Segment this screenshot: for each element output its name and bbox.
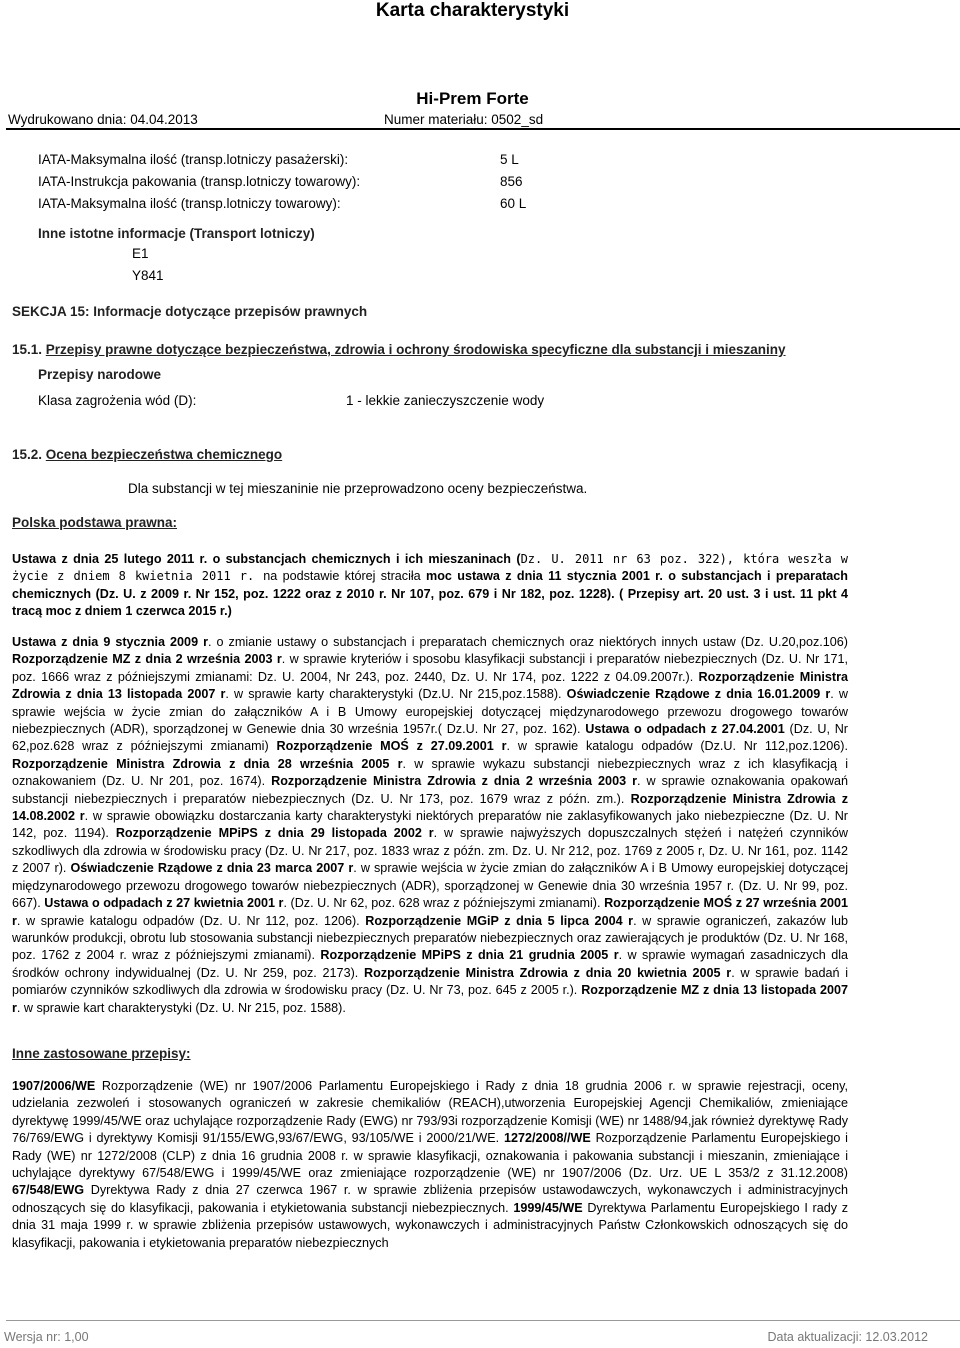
legal-text: . w sprawie ograniczeń, zakazów lub warunków produkcji, obrotu lub stosowania substancji niebezpiecznych preparatów niebezpiecznych oraz zawierających je produktów (Dz. U. Nr 168, poz. 1762 z 2004 r. wraz z późniejszymi zmianami). [12, 913, 848, 963]
legal-reference-bold: Rozporządzenie MOŚ z 27 września 2001 r [12, 896, 848, 928]
national-regulations-heading: Przepisy narodowe [38, 367, 162, 382]
legal-paragraph-3 [12, 1078, 848, 1252]
subsection-15-2 [12, 447, 282, 462]
water-hazard-value: 1 - lekkie zanieczyszczenie wody [346, 393, 545, 408]
legal-reference-bold: 1999/45/WE [513, 1200, 583, 1215]
iata-row-label: IATA-Instrukcja pakowania (transp.lotniczy towarowy): [38, 174, 361, 189]
legal-text: Dyrektywa Parlamentu Europejskiego I rady z dnia 31 maja 1999 r. w sprawie zbliżenia przepisów ustawowych, wykonawczych i administracyjnych Państw Członkowskich odnoszących się do klasyfikacji, pakowania i etykietowania preparatów niebezpiecznych [12, 1200, 848, 1250]
legal-text: . w sprawie karty charakterystyki (Dz.U. Nr 215,poz.1588). [225, 687, 567, 702]
section15-heading: SEKCJA 15: Informacje dotyczące przepisów prawnych [12, 304, 368, 319]
subsection-number: 15.1. [12, 342, 43, 357]
legal-text: . w sprawie obowiązku dostarczania karty charakterystyki niektórych preparatów nie zaklasyfikowanych jako niebezpieczne (Dz. U. Nr 142, poz. 1194). [12, 809, 848, 841]
subsection-number: 15.2. [12, 447, 43, 462]
legal-text: . w sprawie wejścia w życie zmian do załączników A i B Umowy europejskiej dotyczącej międzynarodowego przewozu drogowego towarów niebezpiecznych (ADR), sporządzonej w Genewie dnia 30 września 1957r.( Dz.U. Nr 27, poz. 162). [12, 687, 848, 737]
legal-text: . w sprawie badań i pomiarów czynników szkodliwych dla zdrowia w środowisku pracy (Dz. U. Nr 73, poz. 645 z 2005 r.). [12, 965, 849, 998]
legal-text: Dz. U. 2011 nr 63 poz. 322), która weszła w życie z dniem 8 kwietnia 2011 r. [12, 552, 848, 584]
legal-reference-bold: Rozporządzenie MPiPS z dnia 29 listopada 2002 r [115, 826, 434, 841]
legal-reference-bold: Rozporządzenie Ministra Zdrowia z dnia 20 kwietnia 2005 r [364, 965, 732, 980]
legal-reference-bold: Rozporządzenie Ministra Zdrowia z dnia 2 września 2003 r [271, 774, 637, 789]
legal-reference-bold: moc ustawa z dnia 11 stycznia 2001 r. o substancjach i preparatach chemicznych (Dz. U. z 2009 r. Nr 152, poz. 1222 oraz z 2010 r. Nr 107, poz. 679 i Nr 182, poz. 1228). ( Przepisy art. 20 ust. 3 i ust. 11 pkt 4 tracą moc z dniem 1 czerwca 2015 r.) [12, 569, 848, 619]
legal-text: . w sprawie kart charakterystyki (Dz. U. Nr 215, poz. 1588). [16, 1000, 346, 1015]
air-other-item: E1 [132, 246, 149, 261]
legal-text: . w sprawie wymagań zasadniczych dla środków ochrony indywidualnej (Dz. U. Nr 259, poz. 2173). [12, 948, 848, 980]
legal-reference-bold: Ustawa o odpadach z 27.04.2001 [585, 722, 785, 737]
other-regulations-heading: Inne zastosowane przepisy: [12, 1046, 191, 1061]
legal-paragraph-1 [12, 551, 848, 621]
legal-reference-bold: Rozporządzenie Ministra Zdrowia z 14.08.2002 r [12, 791, 848, 824]
material-number: Numer materiału: 0502_sd [384, 112, 544, 127]
legal-text: Rozporządzenie (WE) nr 1907/2006 Parlamentu Europejskiego i Rady z dnia 18 grudnia 2006 r. w sprawie rejestracji, oceny, udzielania zezwoleń i stosowanych ograniczeń w zakresie chemikaliów (REACH),utworzenia Europejskiej Agencji Chemikaliów, zmieniające dyrektywę 1999/45/WE oraz uchylające rozporządzenie Rady (EWG) nr 793/93i rozporządzenie Komisji (WE) nr 1488/94,jak również dyrektywę Rady 76/769/EWG i dyrektywy Komisji 91/155/EWG,93/67/EWG, 93/105/WE i 2000/21/WE. [12, 1079, 848, 1146]
polish-legal-basis-heading: Polska podstawa prawna: [12, 515, 178, 530]
legal-reference-bold: Oświadczenie Rządowe z dnia 23 marca 2007 r [70, 861, 354, 876]
version-number: Wersja nr: 1,00 [4, 1330, 89, 1344]
printed-date: Wydrukowano dnia: 04.04.2013 [8, 112, 198, 127]
legal-text: . w sprawie katalogu odpadów (Dz.U. Nr 112,poz.1206). [506, 739, 849, 754]
iata-row-value: 60 L [500, 196, 527, 211]
product-name: Hi-Prem Forte [416, 89, 529, 108]
safety-assessment-note: Dla substancji w tej mieszaninie nie przeprowadzono oceny bezpieczeństwa. [128, 481, 588, 496]
legal-reference-bold: Rozporządzenie MZ z dnia 2 września 2003 r [12, 652, 282, 667]
iata-row-value: 856 [500, 174, 523, 189]
header-divider [6, 128, 960, 130]
legal-reference-bold: 1907/2006/WE [12, 1079, 96, 1093]
legal-reference-bold: Rozporządzenie MOŚ z 27.09.2001 r [276, 739, 507, 754]
legal-reference-bold: Rozporządzenie MPiPS z dnia 21 grudnia 2005 r [320, 948, 619, 963]
legal-text: . w sprawie najwyższych dopuszczalnych stężeń i natężeń czynników szkodliwych dla zdrowia w środowisku pracy (Dz. U. Nr 217, poz. 1833 wraz z późn. zm. Dz. U. Nr 212, poz. 1769 z 2005 r, Dz. U. Nr 161, poz. 1142 z 2007 r). [12, 826, 849, 876]
legal-reference-bold: Rozporządzenie Ministra Zdrowia z dnia 28 września 2005 r [12, 756, 403, 771]
legal-reference-bold: 1272/2008//WE [503, 1131, 591, 1146]
water-hazard-label: Klasa zagrożenia wód (D): [38, 393, 197, 408]
subsection-title: Ocena bezpieczeństwa chemicznego [45, 447, 283, 462]
document-title: Karta charakterystyki [375, 0, 570, 21]
legal-reference-bold: Ustawa z dnia 9 stycznia 2009 r [12, 635, 208, 649]
legal-reference-bold: Rozporządzenie MZ z dnia 13 listopada 2007 r [12, 983, 849, 1015]
legal-reference-bold: 67/548/EWG [12, 1183, 85, 1198]
legal-reference-bold: Ustawa o odpadach z 27 kwietnia 2001 r [44, 896, 284, 911]
legal-text: . w sprawie oznakowania opakowań substancji niebezpiecznych i preparatów niebezpiecznych (Dz. U. Nr 173, poz. 1679 wraz z późn. zm.). [12, 774, 848, 806]
legal-text: . w sprawie wykazu substancji niebezpiecznych wraz z ich klasyfikacją i oznakowaniem (Dz. U. Nr 201, poz. 1674). [12, 756, 848, 789]
legal-paragraph-2 [12, 634, 848, 1017]
legal-text: na podstawie której straciła [263, 569, 427, 584]
legal-text: . w sprawie katalogu odpadów (Dz. U. Nr 112, poz. 1206). [16, 913, 366, 928]
air-other-item: Y841 [132, 268, 164, 283]
iata-row-label: IATA-Maksymalna ilość (transp.lotniczy pasażerski): [38, 152, 349, 167]
legal-reference-bold: Rozporządzenie Ministra Zdrowia z dnia 13 listopada 2007 r [12, 669, 848, 702]
legal-text: . (Dz. U. Nr 62, poz. 628 wraz z późniejszymi zmianami). [283, 896, 605, 911]
legal-reference-bold: Rozporządzenie MGiP z dnia 5 lipca 2004 r [365, 913, 634, 928]
legal-text: . w sprawie wejścia w życie zmian do załączników A i B Umowy europejskiej dotyczącej międzynarodowego przewozu drogowego towarów niebezpiecznych (ADR), sporządzonej w Genewie dnia 30 września 1957 r. (Dz. U. Nr 99, poz. 667). [12, 861, 848, 911]
legal-text: . w sprawie kryteriów i sposobu klasyfikacji substancji i preparatów niebezpiecznych (Dz. U. Nr 171, poz. 1666 wraz z późniejszymi zmianami: Dz. U. 2004, Nr 243, poz. 2440, Dz. U. Nr 174, poz. 1222 z 04.09.2007r.). [12, 652, 848, 684]
subsection-15-1 [12, 342, 786, 357]
legal-text: Rozporządzenie Parlamentu Europejskiego i Rady (WE) nr 1272/2008 (CLP) z dnia 16 grudnia 2008 r. w sprawie klasyfikacji, oznakowania i pakowania substancji i mieszanin, zmieniające i uchylające dyrektywy 67/548/EWG i 1999/45/WE oraz zmieniające rozporządzenie (WE) nr 1907/2006 (Dz. Urz. UE L 353/2 z 31.12.2008) [12, 1131, 848, 1181]
air-other-heading: Inne istotne informacje (Transport lotniczy) [38, 226, 315, 241]
update-date: Data aktualizacji: 12.03.2012 [767, 1330, 928, 1344]
legal-reference-bold: Ustawa z dnia 25 lutego 2011 r. o substancjach chemicznych i ich mieszaninach ( [12, 552, 521, 566]
footer-divider [6, 1320, 960, 1321]
subsection-title: Przepisy prawne dotyczące bezpieczeństwa, zdrowia i ochrony środowiska specyficzne dla substancji i mieszaniny [45, 342, 786, 357]
legal-text: Dyrektywa Rady z dnia 27 czerwca 1967 r. w sprawie zbliżenia przepisów ustawodawczych, wykonawczych i administracyjnych odnoszących się do klasyfikacji, pakowania i etykietowania substancji niebezpiecznych. [12, 1183, 848, 1215]
legal-text: . o zmianie ustawy o substancjach i preparatach chemicznych oraz niektórych innych ustaw (Dz. U.20,poz.106) [208, 635, 848, 649]
iata-row-label: IATA-Maksymalna ilość (transp.lotniczy towarowy): [38, 196, 341, 211]
legal-text: (Dz. U, Nr 62,poz.628 wraz z późniejszymi zmianami) [12, 722, 848, 754]
iata-row-value: 5 L [500, 152, 519, 167]
legal-reference-bold: Oświadczenie Rządowe z dnia 16.01.2009 r [566, 687, 831, 702]
